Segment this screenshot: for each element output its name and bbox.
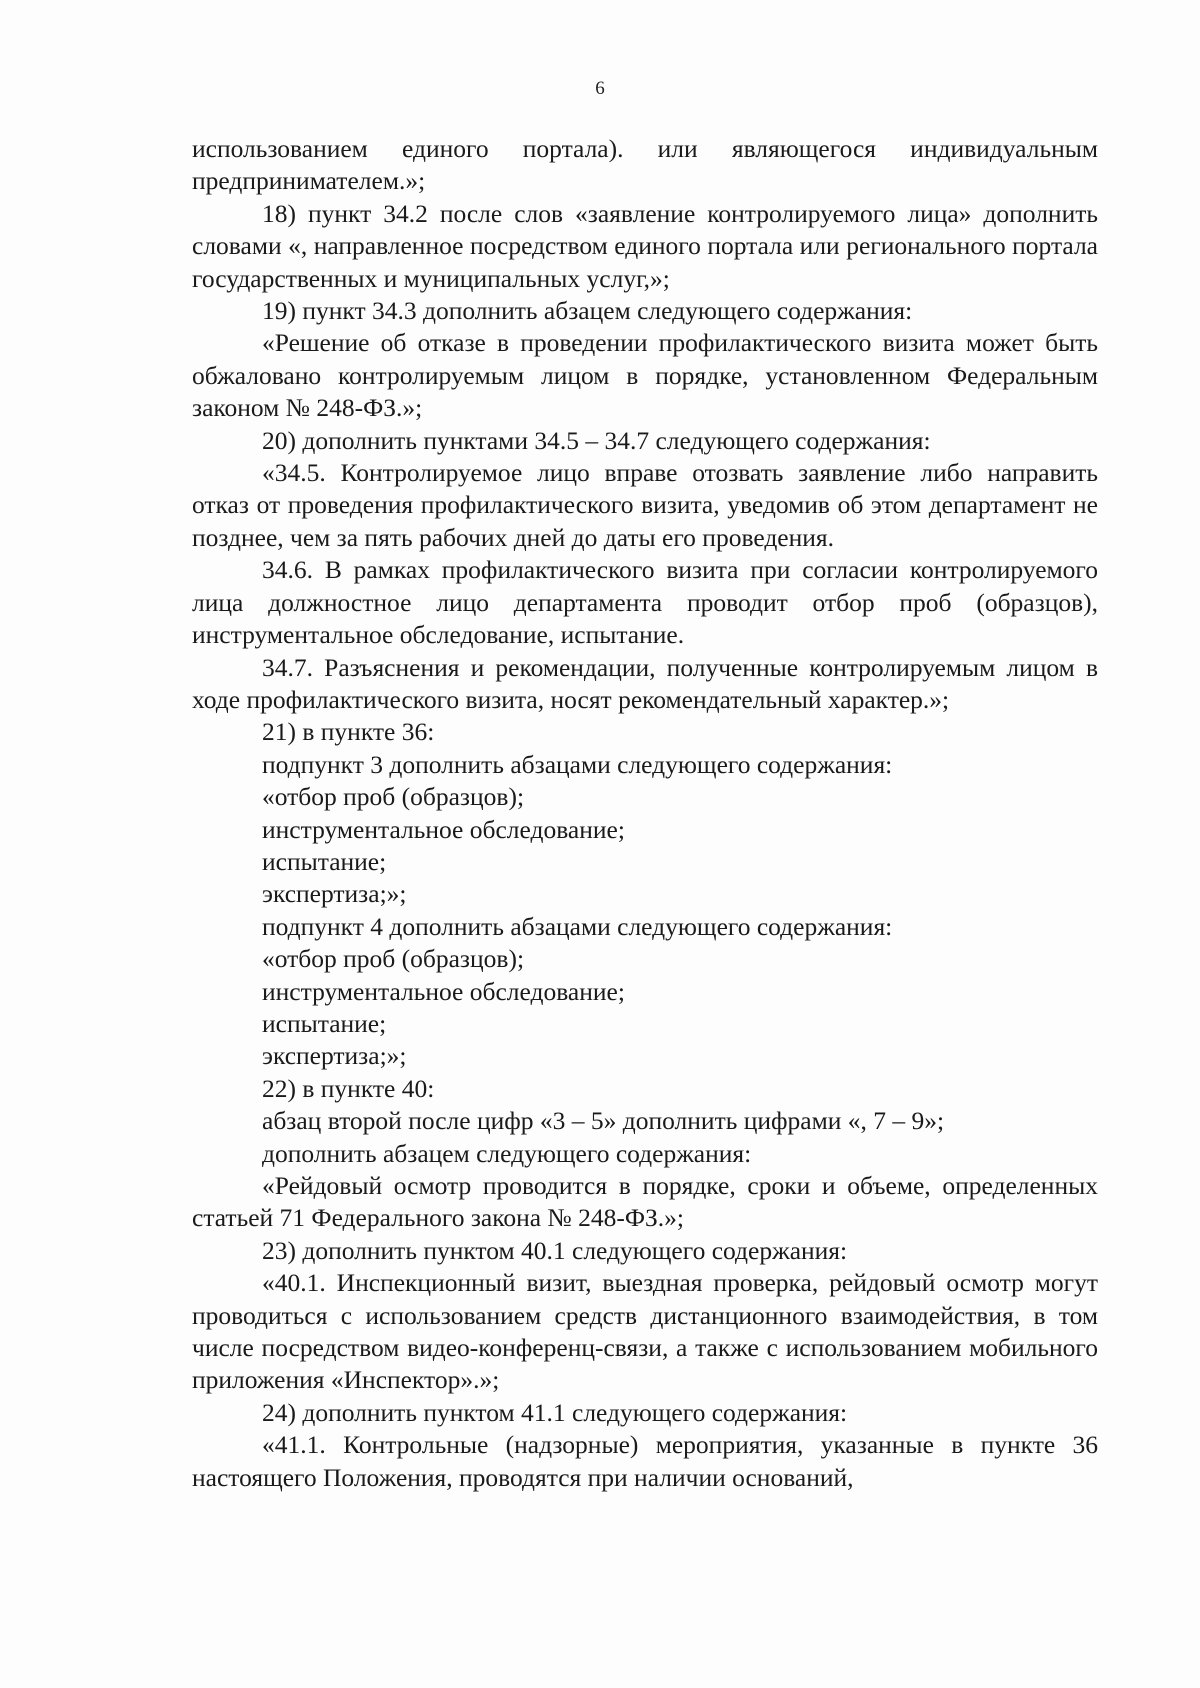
paragraph: «отбор проб (образцов);: [262, 944, 525, 974]
paragraph: дополнить абзацем следующего содержания:: [262, 1138, 752, 1168]
paragraph: инструментальное обследование;: [262, 976, 625, 1006]
paragraph: подпункт 3 дополнить абзацами следующего содержания:: [262, 749, 893, 779]
paragraph: 24) дополнить пунктом 41.1 следующего содержания:: [262, 1397, 848, 1427]
paragraph: 34.7. Разъяснения и рекомендации, полученные контролируемым лицом в ходе профилактического визита, носят рекомендательный характер.»;: [192, 652, 1098, 714]
paragraph: 22) в пункте 40:: [262, 1073, 435, 1103]
document-body: [192, 133, 1098, 1494]
paragraph: «Решение об отказе в проведении профилактического визита может быть обжаловано контролируемым лицом в порядке, установленном Федеральным законом № 248-ФЗ.»;: [192, 328, 1098, 423]
paragraph: 19) пункт 34.3 дополнить абзацем следующего содержания:: [262, 296, 913, 326]
paragraph: испытание;: [262, 846, 387, 876]
paragraph: «отбор проб (образцов);: [262, 782, 525, 812]
paragraph: «40.1. Инспекционный визит, выездная проверка, рейдовый осмотр могут проводиться с использованием средств дистанционного взаимодействия, в том числе посредством видео-конференц-связи, а также с использованием мобильного приложения «Инспектор».»;: [192, 1268, 1098, 1395]
page-number: 6: [595, 78, 605, 99]
paragraph: «41.1. Контрольные (надзорные) мероприятия, указанные в пункте 36 настоящего Положения, проводятся при наличии оснований,: [192, 1430, 1098, 1492]
paragraph: 23) дополнить пунктом 40.1 следующего содержания:: [262, 1235, 848, 1265]
paragraph: 18) пункт 34.2 после слов «заявление контролируемого лица» дополнить словами «, направленное посредством единого портала или регионального портала государственных и муниципальных услуг,»;: [192, 198, 1098, 293]
paragraph: «Рейдовый осмотр проводится в порядке, сроки и объеме, определенных статьей 71 Федерального закона № 248-ФЗ.»;: [192, 1171, 1098, 1233]
paragraph: экспертиза;»;: [262, 879, 407, 909]
paragraph: 21) в пункте 36:: [262, 717, 435, 747]
paragraph: 34.6. В рамках профилактического визита при согласии контролируемого лица должностное лицо департамента проводит отбор проб (образцов), инструментальное обследование, испытание.: [192, 555, 1098, 650]
paragraph: испытание;: [262, 1008, 387, 1038]
paragraph: использованием единого портала). или являющегося индивидуальным предпринимателем.»;: [192, 134, 1098, 196]
paragraph: подпункт 4 дополнить абзацами следующего содержания:: [262, 911, 893, 941]
paragraph: абзац второй после цифр «3 – 5» дополнить цифрами «, 7 – 9»;: [262, 1106, 945, 1136]
paragraph: экспертиза;»;: [262, 1041, 407, 1071]
paragraph: «34.5. Контролируемое лицо вправе отозвать заявление либо направить отказ от проведения профилактического визита, уведомив об этом департамент не позднее, чем за пять рабочих дней до даты его проведения.: [192, 458, 1098, 552]
paragraph: 20) дополнить пунктами 34.5 – 34.7 следующего содержания:: [262, 425, 931, 455]
paragraph: инструментальное обследование;: [262, 814, 625, 844]
